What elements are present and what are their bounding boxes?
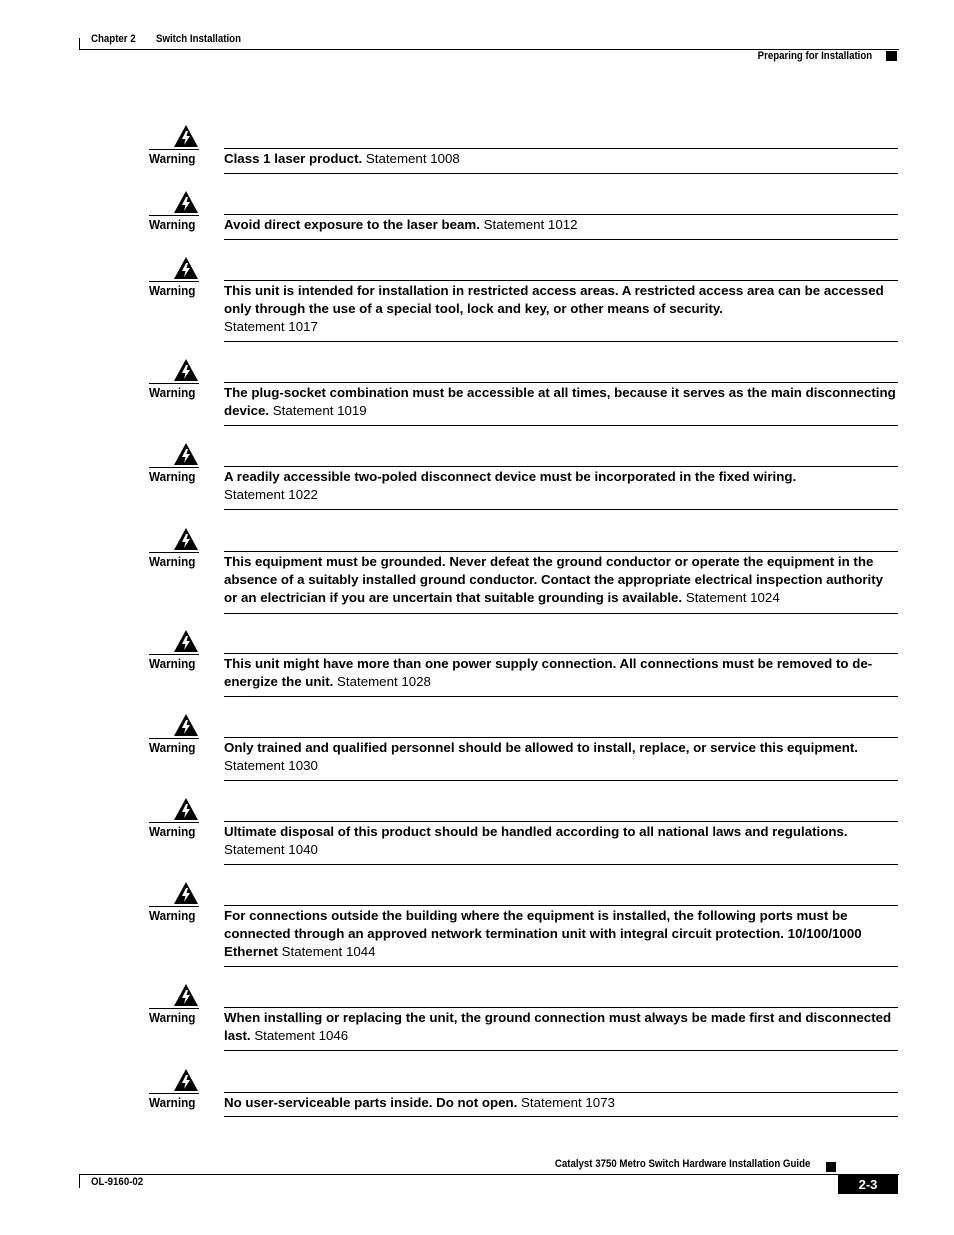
warning-text xyxy=(224,907,898,961)
warning-icon xyxy=(173,881,199,905)
warning-statement-text: The plug-socket combination must be accessible at all times, because it serves as the main disconnecting device. xyxy=(224,385,896,418)
warning-top-rule xyxy=(224,737,898,738)
warning-label: Warning xyxy=(149,217,196,232)
statement-number: Statement 1046 xyxy=(254,1028,349,1043)
warning-icon-rule xyxy=(149,281,199,282)
warning-icon xyxy=(173,124,199,148)
warning-label: Warning xyxy=(149,908,196,923)
statement-number: Statement 1008 xyxy=(365,151,460,166)
warning-bottom-rule xyxy=(224,341,898,342)
warning-icon xyxy=(173,1068,199,1092)
warning-icon xyxy=(173,527,199,551)
warning-statement-text: Avoid direct exposure to the laser beam. xyxy=(224,217,480,232)
warning-icon xyxy=(173,983,199,1007)
warning-text xyxy=(224,468,898,504)
statement-number: Statement 1030 xyxy=(224,758,318,773)
chapter-number: Chapter 2 xyxy=(91,33,136,45)
warning-label: Warning xyxy=(149,824,196,839)
warning-bottom-rule xyxy=(224,425,898,426)
statement-number: Statement 1024 xyxy=(685,590,780,605)
warning-icon-rule xyxy=(149,467,199,468)
warning-statement-text: This equipment must be grounded. Never defeat the ground conductor or operate the equipment in the absence of a suitably installed ground conductor. Contact the appropriate electrical inspection authority or an electrician if you are uncertain that suitable grounding is available. xyxy=(224,554,884,605)
statement-number: Statement 1028 xyxy=(337,674,431,689)
header-marker-box xyxy=(886,51,897,61)
warning-icon-rule xyxy=(149,383,199,384)
warning-bottom-rule xyxy=(224,696,898,697)
section-title: Preparing for Installation xyxy=(757,50,872,62)
warning-bottom-rule xyxy=(224,239,898,240)
warning-label: Warning xyxy=(149,469,196,484)
warning-icon-rule xyxy=(149,215,199,216)
warning-icon xyxy=(173,358,199,382)
warning-statement-text: This unit is intended for installation in restricted access areas. A restricted access area can be accessed only through the use of a special tool, lock and key, or other means of security. xyxy=(224,283,884,316)
warning-text xyxy=(224,553,898,607)
warning-icon xyxy=(173,256,199,280)
statement-number: Statement 1012 xyxy=(483,217,578,232)
warning-label: Warning xyxy=(149,656,196,671)
chapter-title: Switch Installation xyxy=(156,33,241,45)
warning-statement-text: A readily accessible two-poled disconnect device must be incorporated in the fixed wiring. xyxy=(224,469,797,484)
footer-vertical-bar xyxy=(79,1174,80,1188)
warning-top-rule xyxy=(224,280,898,281)
warning-bottom-rule xyxy=(224,173,898,174)
warning-icon-rule xyxy=(149,1093,199,1094)
statement-number: Statement 1022 xyxy=(224,487,318,502)
statement-number: Statement 1040 xyxy=(224,842,318,857)
statement-number: Statement 1019 xyxy=(272,403,367,418)
warning-text xyxy=(224,216,898,234)
warning-text xyxy=(224,1094,898,1112)
warning-statement-text: Only trained and qualified personnel should be allowed to install, replace, or service this equipment. xyxy=(224,740,858,755)
guide-title: Catalyst 3750 Metro Switch Hardware Installation Guide xyxy=(554,1158,810,1170)
warning-text xyxy=(224,739,898,775)
warning-top-rule xyxy=(224,1007,898,1008)
warning-text xyxy=(224,384,898,420)
warning-bottom-rule xyxy=(224,864,898,865)
warning-icon xyxy=(173,190,199,214)
warning-label: Warning xyxy=(149,283,196,298)
warning-bottom-rule xyxy=(224,1050,898,1051)
warning-bottom-rule xyxy=(224,966,898,967)
warning-label: Warning xyxy=(149,1095,196,1110)
warning-icon xyxy=(173,713,199,737)
warning-bottom-rule xyxy=(224,613,898,614)
warning-icon-rule xyxy=(149,822,199,823)
warning-top-rule xyxy=(224,466,898,467)
warning-top-rule xyxy=(224,551,898,552)
warning-statement-text: This unit might have more than one power supply connection. All connections must be removed to de-energize the unit. xyxy=(224,656,873,689)
warning-bottom-rule xyxy=(224,509,898,510)
warning-top-rule xyxy=(224,821,898,822)
warning-statement-text: For connections outside the building where the equipment is installed, the following ports must be connected through an approved network termination unit with integral circuit protection. 10/100/1000 Ethernet xyxy=(224,908,862,959)
warning-text xyxy=(224,1009,898,1045)
warning-top-rule xyxy=(224,905,898,906)
document-number: OL-9160-02 xyxy=(91,1176,144,1188)
warning-top-rule xyxy=(224,382,898,383)
warning-label: Warning xyxy=(149,385,196,400)
warning-bottom-rule xyxy=(224,1116,898,1117)
warning-icon-rule xyxy=(149,906,199,907)
warning-label: Warning xyxy=(149,1010,196,1025)
statement-number: Statement 1073 xyxy=(521,1095,615,1110)
warning-statement-text: Ultimate disposal of this product should be handled according to all national laws and regulations. xyxy=(224,824,848,839)
warning-text xyxy=(224,655,898,691)
page-number: 2-3 xyxy=(838,1175,898,1194)
statement-number: Statement 1044 xyxy=(281,944,376,959)
warning-top-rule xyxy=(224,214,898,215)
warning-icon-rule xyxy=(149,654,199,655)
warning-icon-rule xyxy=(149,149,199,150)
warning-statement-text: No user-serviceable parts inside. Do not open. xyxy=(224,1095,518,1110)
warning-bottom-rule xyxy=(224,780,898,781)
warning-statement-text: Class 1 laser product. xyxy=(224,151,363,166)
warning-top-rule xyxy=(224,1092,898,1093)
warning-text xyxy=(224,823,898,859)
statement-number: Statement 1017 xyxy=(224,319,318,334)
warning-label: Warning xyxy=(149,740,196,755)
warning-label: Warning xyxy=(149,554,196,569)
warning-top-rule xyxy=(224,653,898,654)
warning-icon-rule xyxy=(149,552,199,553)
footer-rule xyxy=(79,1174,899,1175)
warning-icon xyxy=(173,629,199,653)
warning-icon-rule xyxy=(149,1008,199,1009)
warning-top-rule xyxy=(224,148,898,149)
warning-icon-rule xyxy=(149,738,199,739)
warning-statement-text: When installing or replacing the unit, the ground connection must always be made first and disconnected last. xyxy=(224,1010,892,1043)
warning-text xyxy=(224,150,898,168)
warning-icon xyxy=(173,442,199,466)
warning-text xyxy=(224,282,898,336)
warning-label: Warning xyxy=(149,151,196,166)
warning-icon xyxy=(173,797,199,821)
footer-marker-box xyxy=(826,1162,836,1172)
